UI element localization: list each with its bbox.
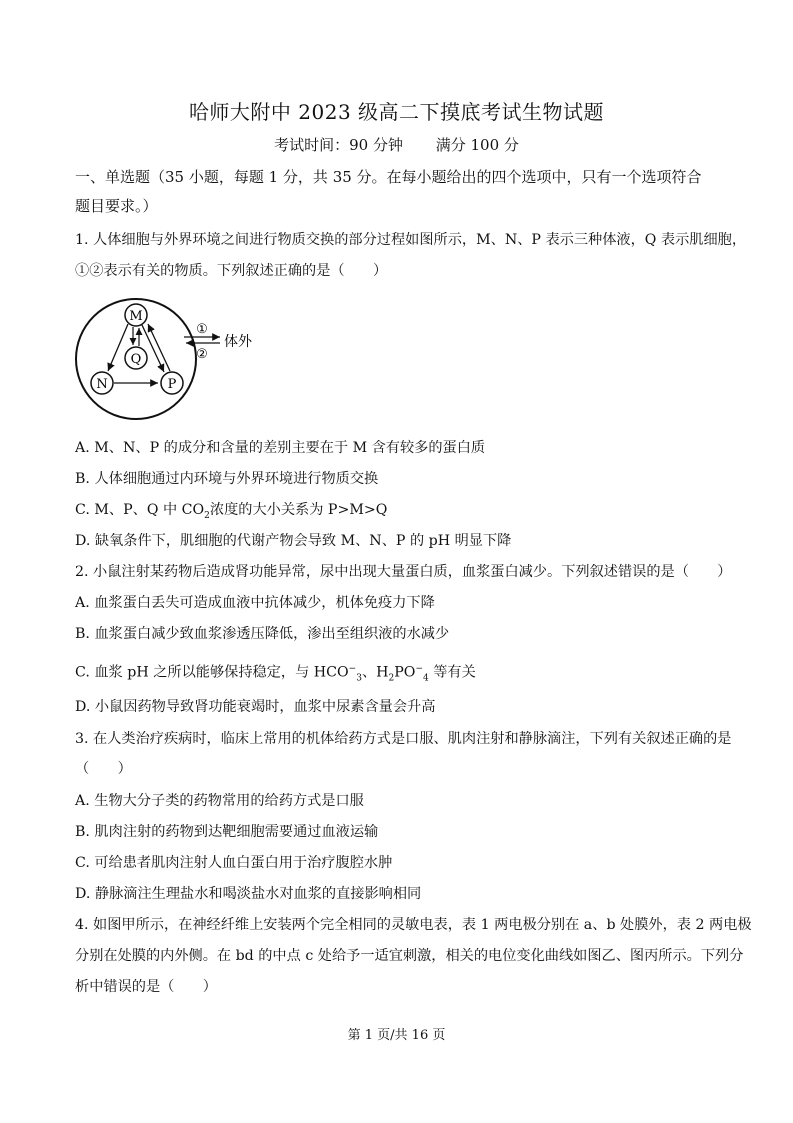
node-p-label: P xyxy=(167,377,177,392)
label-outside-body: 体外 xyxy=(224,334,252,350)
q2-stem: 2. 小鼠注射某药物后造成肾功能异常，尿中出现大量蛋白质，血浆蛋白减少。下列叙述错误的是（ ） xyxy=(75,564,732,580)
arrow-m-to-n xyxy=(108,324,128,371)
q2-option-c: C. 血浆 pH 之所以能够保持稳定，与 $HCO^-_3$、$H_2PO^-_4$ 等有关 xyxy=(75,664,476,684)
label-substance-1: ① xyxy=(196,322,208,337)
q3-option-c: C. 可给患者肌肉注射人血白蛋白用于治疗腹腔水肿 xyxy=(75,855,393,871)
q2-option-d: D. 小鼠因药物导致肾功能衰竭时，血浆中尿素含量会升高 xyxy=(75,699,436,715)
page-number: 第 1 页/共 16 页 xyxy=(347,1028,446,1043)
q3-stem-line1: 3. 在人类治疗疾病时，临床上常用的机体给药方式是口服、肌肉注射和静脉滴注，下列有关叙述正确的是 xyxy=(75,731,732,747)
q1-option-a: A. M、N、P 的成分和含量的差别主要在于 M 含有较多的蛋白质 xyxy=(75,440,486,456)
label-substance-2: ② xyxy=(196,347,208,362)
q2-option-a: A. 血浆蛋白丢失可造成血液中抗体减少，机体免疫力下降 xyxy=(75,595,435,611)
q3-stem-line2: （ ） xyxy=(75,761,132,777)
full-score: 满分 100 分 xyxy=(435,136,519,154)
q4-stem-line3: 析中错误的是（ ） xyxy=(75,979,217,995)
node-m-label: M xyxy=(129,309,143,324)
exam-time: 考试时间：90 分钟 xyxy=(274,136,403,154)
q1-stem-line2: ①②表示有关的物质。下列叙述正确的是（ ） xyxy=(75,263,388,279)
section-heading-line2: 题目要求。） xyxy=(75,197,158,215)
body-fluid-diagram xyxy=(72,295,272,425)
q1-option-c: C. M、P、Q 中 $CO_2$浓度的大小关系为 P>M>Q xyxy=(75,502,388,521)
q2-option-b: B. 血浆蛋白减少致血浆渗透压降低，渗出至组织液的水减少 xyxy=(75,626,450,642)
arrow-p-to-m xyxy=(148,324,170,371)
q3-option-d: D. 静脉滴注生理盐水和喝淡盐水对血浆的直接影响相同 xyxy=(75,886,422,902)
q3-option-b: B. 肌肉注射的药物到达靶细胞需要通过血液运输 xyxy=(75,824,379,840)
q3-option-a: A. 生物大分子类的药物常用的给药方式是口服 xyxy=(75,793,364,809)
q1-option-b: B. 人体细胞通过内环境与外界环境进行物质交换 xyxy=(75,471,379,487)
node-q-label: Q xyxy=(130,352,142,367)
q1-option-d: D. 缺氧条件下，肌细胞的代谢产物会导致 M、N、P 的 pH 明显下降 xyxy=(75,533,512,549)
node-n-label: N xyxy=(96,377,108,392)
exam-info xyxy=(0,134,793,155)
page-title: 哈师大附中 2023 级高二下摸底考试生物试题 xyxy=(188,100,605,124)
q1-stem-line1: 1. 人体细胞与外界环境之间进行物质交换的部分过程如图所示，M、N、P 表示三种体液，Q 表示肌细胞， xyxy=(75,232,747,248)
section-heading-line1: 一、单选题（35 小题，每题 1 分，共 35 分。在每小题给出的四个选项中，只有一个选项符合 xyxy=(75,168,702,186)
q4-stem-line1: 4. 如图甲所示，在神经纤维上安装两个完全相同的灵敏电表，表 1 两电极分别在 a、b 处膜外，表 2 两电极 xyxy=(75,917,752,933)
q4-stem-line2: 分别在处膜的内外侧。在 bd 的中点 c 处给予一适宜刺激，相关的电位变化曲线如图乙、图丙所示。下列分 xyxy=(75,948,744,964)
